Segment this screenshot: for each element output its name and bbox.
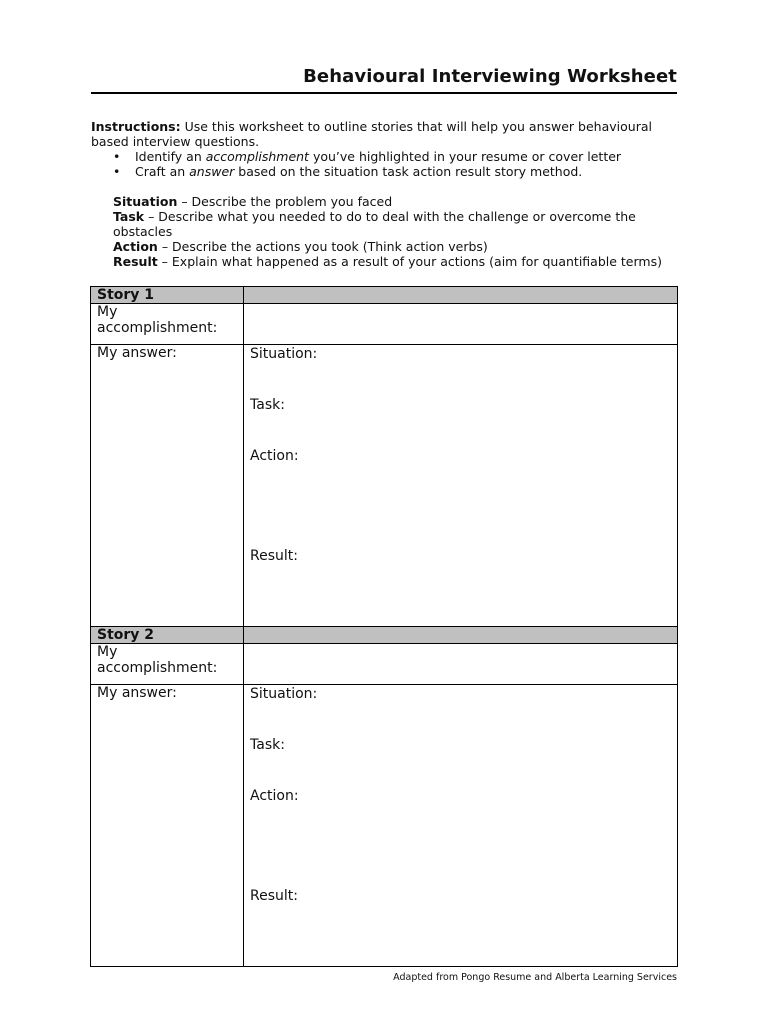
situation-label: Situation: — [250, 686, 318, 702]
bullet-text: you’ve highlighted in your resume or cover letter — [308, 149, 622, 164]
action-label: Action: — [250, 788, 299, 804]
instructions-block — [91, 119, 681, 269]
accomplishment-row — [91, 304, 678, 345]
star-method-list — [91, 194, 681, 269]
accomplishment-field[interactable] — [244, 644, 678, 685]
story-header-row — [91, 287, 678, 304]
instructions-list — [91, 149, 681, 179]
accomplishment-label: My accomplishment: — [91, 304, 244, 345]
footer-credit: Adapted from Pongo Resume and Alberta Learning Services — [393, 972, 677, 983]
story-2-table — [90, 626, 678, 967]
story-header: Story 2 — [91, 627, 244, 644]
instructions-text: Use this worksheet to outline stories that will help you answer behavioural based interview questions. — [91, 119, 652, 149]
bullet-text: Craft an — [135, 164, 190, 179]
list-item — [91, 149, 681, 164]
answer-field[interactable] — [244, 345, 678, 627]
situation-label: Situation: — [250, 346, 318, 362]
bullet-emphasis: accomplishment — [205, 149, 309, 164]
star-item — [113, 209, 681, 239]
star-description: – Describe the problem you faced — [177, 194, 393, 209]
bullet-icon: • — [113, 149, 121, 164]
star-term: Task — [113, 209, 145, 224]
star-term: Result — [113, 254, 158, 269]
star-item — [113, 254, 681, 269]
accomplishment-field[interactable] — [244, 304, 678, 345]
accomplishment-label: My accomplishment: — [91, 644, 244, 685]
accomplishment-row — [91, 644, 678, 685]
result-label: Result: — [250, 888, 298, 904]
bullet-text: based on the situation task action result story method. — [234, 164, 583, 179]
story-header-row — [91, 627, 678, 644]
page-title: Behavioural Interviewing Worksheet — [303, 66, 677, 87]
instructions-paragraph — [91, 119, 681, 149]
task-label: Task: — [250, 737, 285, 753]
star-item — [113, 239, 681, 254]
result-label: Result: — [250, 548, 298, 564]
instructions-label: Instructions: — [91, 119, 181, 134]
star-description: – Describe what you needed to do to deal with the challenge or overcome the obstacles — [113, 209, 636, 239]
star-description: – Describe the actions you took (Think action verbs) — [157, 239, 488, 254]
answer-field[interactable] — [244, 685, 678, 967]
answer-label: My answer: — [91, 685, 244, 967]
story-header-blank — [244, 287, 678, 304]
story-1-table — [90, 286, 678, 627]
story-header-blank — [244, 627, 678, 644]
bullet-emphasis: answer — [189, 164, 235, 179]
star-term: Action — [113, 239, 158, 254]
list-item — [91, 164, 681, 179]
action-label: Action: — [250, 448, 299, 464]
title-divider — [91, 92, 677, 94]
answer-row — [91, 685, 678, 967]
answer-row — [91, 345, 678, 627]
star-term: Situation — [113, 194, 178, 209]
star-item — [113, 194, 681, 209]
bullet-icon: • — [113, 164, 121, 179]
story-header: Story 1 — [91, 287, 244, 304]
task-label: Task: — [250, 397, 285, 413]
bullet-text: Identify an — [135, 149, 206, 164]
answer-label: My answer: — [91, 345, 244, 627]
star-description: – Explain what happened as a result of your actions (aim for quantifiable terms) — [157, 254, 662, 269]
